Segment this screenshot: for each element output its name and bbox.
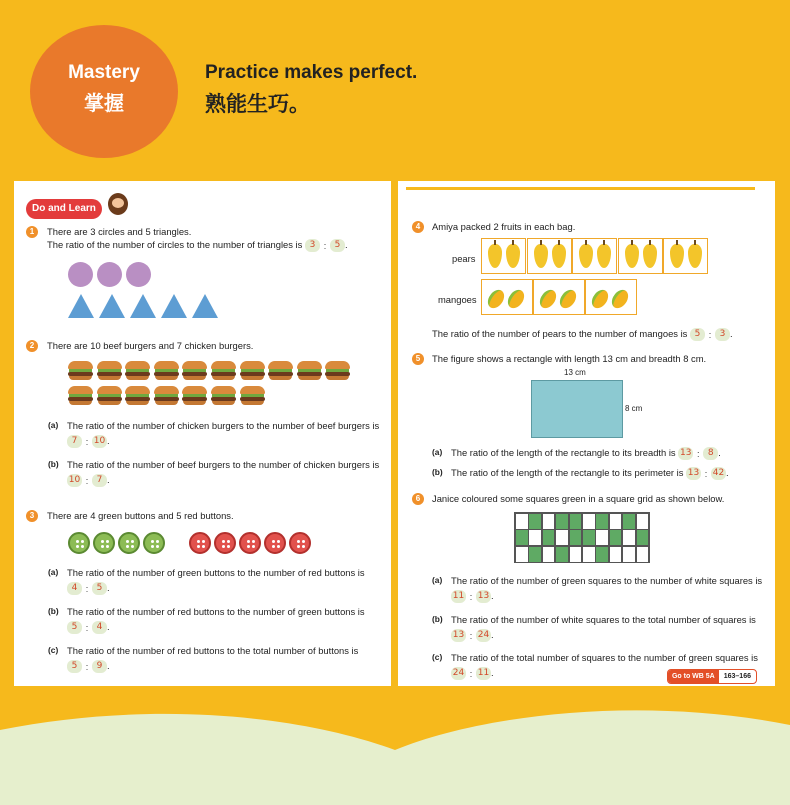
burger-icon [211, 361, 236, 380]
pear-icon [688, 244, 702, 268]
burger-icon [154, 386, 179, 405]
rectangle-figure [531, 380, 623, 438]
q1-line2-text: The ratio of the number of circles to the number of triangles is [47, 239, 303, 250]
sub-label: (b) [432, 614, 443, 624]
top-divider [406, 187, 755, 190]
circle-shape [126, 262, 151, 287]
mango-icon [557, 287, 580, 311]
pear-icon [506, 244, 520, 268]
q1-line1: There are 3 circles and 5 triangles. [47, 226, 192, 237]
q3b-text: The ratio of the number of red buttons to the number of green buttons is [67, 606, 365, 617]
burger-icon [325, 361, 350, 380]
white-square [595, 529, 609, 546]
green-square [569, 513, 583, 530]
answer-box: 9 [92, 660, 107, 673]
triangle-shape [68, 294, 94, 318]
question-number: 3 [26, 510, 38, 522]
answer-box: 8 [703, 447, 718, 460]
mango-icon [505, 287, 528, 311]
green-square [555, 546, 569, 563]
pear-bag [572, 238, 617, 274]
answer-box: 4 [92, 621, 107, 634]
triangle-shape [99, 294, 125, 318]
do-and-learn-banner: Do and Learn [26, 199, 102, 219]
sub-label: (a) [432, 447, 443, 457]
mango-icon [485, 287, 508, 311]
red-button-icon [214, 532, 236, 554]
green-button-icon [93, 532, 115, 554]
answer-box: 24 [477, 630, 490, 641]
burger-icon [240, 386, 265, 405]
q2-text: There are 10 beef burgers and 7 chicken burgers. [47, 340, 254, 351]
green-square [595, 546, 609, 563]
green-square [555, 513, 569, 530]
green-button-icon [143, 532, 165, 554]
breadth-label: 8 cm [625, 404, 643, 413]
red-button-icon [264, 532, 286, 554]
answer-box: 3 [305, 239, 320, 252]
white-square [582, 546, 596, 563]
green-square [609, 529, 623, 546]
white-square [636, 546, 650, 563]
q6c-answer: 24 : 11 . [452, 667, 494, 679]
answer-box: 7 [92, 474, 107, 487]
red-button-icon [239, 532, 261, 554]
green-square [622, 513, 636, 530]
white-square [555, 529, 569, 546]
sub-label: (c) [48, 645, 59, 655]
q5b-text: The ratio of the length of the rectangle to its perimeter is [451, 467, 684, 478]
answer-box: 5 [690, 328, 705, 341]
q2a-answer: 7 : 10 . [67, 435, 110, 448]
pear-icon [534, 244, 548, 268]
q2a-text: The ratio of the number of chicken burgers to the number of beef burgers is [67, 420, 380, 431]
left-page [14, 181, 391, 686]
right-page [398, 181, 775, 686]
q1-line2: The ratio of the number of circles to the number of triangles is 3 : 5 . [47, 239, 348, 251]
answer-box: 5 [67, 660, 82, 673]
burger-icon [182, 361, 207, 380]
mango-bag [585, 279, 637, 315]
burger-icon [211, 386, 236, 405]
q5a-line: The ratio of the length of the rectangle to its breadth is 13 : 8 . [451, 447, 721, 459]
answer-box: 10 [68, 475, 81, 486]
answer-box: 4 [67, 582, 82, 595]
green-square [528, 513, 542, 530]
burger-icon [240, 361, 265, 380]
circle-shape [97, 262, 122, 287]
mango-icon [537, 287, 560, 311]
green-square [569, 529, 583, 546]
pear-icon [552, 244, 566, 268]
white-square [609, 546, 623, 563]
burger-icon [97, 386, 122, 405]
burger-icon [154, 361, 179, 380]
q6-text: Janice coloured some squares green in a square grid as shown below. [432, 493, 725, 504]
go-to-workbook-link[interactable] [667, 669, 757, 684]
sub-label: (a) [432, 575, 443, 585]
white-square [528, 529, 542, 546]
answer-box: 42 [712, 468, 725, 479]
burger-icon [97, 361, 122, 380]
answer-box: 13 [687, 468, 700, 479]
triangle-shape [130, 294, 156, 318]
white-square [582, 513, 596, 530]
pear-icon [670, 244, 684, 268]
badge-title-en: Mastery [68, 62, 140, 83]
burger-icon [125, 386, 150, 405]
sub-label: (c) [432, 652, 443, 662]
burger-icon [125, 361, 150, 380]
green-button-icon [68, 532, 90, 554]
bottom-wave [0, 690, 790, 805]
circle-shape [68, 262, 93, 287]
answer-box: 5 [92, 582, 107, 595]
pear-bag [527, 238, 572, 274]
white-square [622, 529, 636, 546]
white-square [636, 513, 650, 530]
burger-icon [68, 386, 93, 405]
q3a-answer: 4 : 5 . [67, 582, 110, 595]
mastery-badge [30, 25, 178, 158]
badge-title-zh: 掌握 [84, 93, 124, 115]
q4-text: Amiya packed 2 fruits in each bag. [432, 221, 576, 232]
green-square [528, 546, 542, 563]
length-label: 13 cm [564, 368, 586, 377]
pear-bag [481, 238, 526, 274]
pear-icon [579, 244, 593, 268]
q5b-line: The ratio of the length of the rectangle to its perimeter is 13 : 42 . [451, 467, 729, 479]
mango-icon [609, 287, 632, 311]
sub-label: (a) [48, 420, 59, 430]
white-square [542, 546, 556, 563]
burger-icon [268, 361, 293, 380]
q3c-answer: 5 : 9 . [67, 660, 110, 673]
goto-pages: 163–166 [723, 673, 751, 680]
answer-box: 24 [452, 668, 465, 679]
green-square [542, 529, 556, 546]
burger-icon [297, 361, 322, 380]
q2b-text: The ratio of the number of beef burgers to the number of chicken burgers is [67, 459, 380, 470]
green-square [515, 529, 529, 546]
green-square [595, 513, 609, 530]
white-square [609, 513, 623, 530]
white-square [515, 513, 529, 530]
answer-box: 7 [67, 435, 82, 448]
q4-ratio: The ratio of the number of pears to the number of mangoes is 5 : 3 . [432, 328, 733, 340]
sub-label: (a) [48, 567, 59, 577]
goto-label: Go to WB 5A [668, 670, 719, 683]
q5a-text: The ratio of the length of the rectangle to its breadth is [451, 447, 676, 458]
red-button-icon [189, 532, 211, 554]
answer-box: 10 [93, 436, 106, 447]
answer-box: 5 [330, 239, 345, 252]
q3a-text: The ratio of the number of green buttons to the number of red buttons is [67, 567, 365, 578]
tagline [205, 62, 417, 118]
sub-label: (b) [48, 606, 59, 616]
q2b-answer: 10 : 7 . [68, 474, 110, 486]
pears-label: pears [452, 253, 476, 264]
answer-box: 13 [680, 448, 692, 459]
pear-icon [488, 244, 502, 268]
mango-icon [589, 287, 612, 311]
answer-box: 3 [715, 328, 730, 341]
pear-icon [643, 244, 657, 268]
q6a-text: The ratio of the number of green squares to the number of white squares is [451, 575, 763, 586]
white-square [542, 513, 556, 530]
question-number: 6 [412, 493, 424, 505]
pear-icon [625, 244, 639, 268]
question-number: 2 [26, 340, 38, 352]
triangle-shape [192, 294, 218, 318]
q3b-answer: 5 : 4 . [67, 621, 110, 634]
green-square [582, 529, 596, 546]
q5-text: The figure shows a rectangle with length 13 cm and breadth 8 cm. [432, 353, 707, 364]
burger-icon [182, 386, 207, 405]
q6b-answer: 13 : 24 . [452, 629, 494, 641]
triangle-shape [161, 294, 187, 318]
pear-bag [663, 238, 708, 274]
mango-bag [481, 279, 533, 315]
white-square [569, 546, 583, 563]
sub-label: (b) [48, 459, 59, 469]
q6b-text: The ratio of the number of white squares to the total number of squares is [451, 614, 756, 625]
tagline-zh: 熟能生巧。 [205, 93, 310, 116]
green-button-icon [118, 532, 140, 554]
white-square [622, 546, 636, 563]
tagline-en: Practice makes perfect. [205, 62, 418, 83]
mascot-icon [108, 193, 128, 215]
q3-text: There are 4 green buttons and 5 red buttons. [47, 510, 234, 521]
answer-box: 5 [67, 621, 82, 634]
answer-box: 11 [477, 668, 490, 679]
question-number: 5 [412, 353, 424, 365]
mangoes-label: mangoes [438, 294, 477, 305]
square-grid [514, 512, 650, 563]
q4-ratio-text: The ratio of the number of pears to the number of mangoes is [432, 328, 688, 339]
q6a-answer: 11 : 13 . [452, 590, 494, 602]
question-number: 1 [26, 226, 38, 238]
q6c-text: The ratio of the total number of squares to the number of green squares is [451, 652, 758, 663]
burger-icon [68, 361, 93, 380]
q3c-text: The ratio of the number of red buttons to the total number of buttons is [67, 645, 359, 656]
white-square [515, 546, 529, 563]
sub-label: (b) [432, 467, 443, 477]
mango-bag [533, 279, 585, 315]
red-button-icon [289, 532, 311, 554]
question-number: 4 [412, 221, 424, 233]
green-square [636, 529, 650, 546]
answer-box: 11 [452, 591, 465, 602]
answer-box: 13 [477, 591, 490, 602]
pear-icon [597, 244, 611, 268]
pear-bag [618, 238, 663, 274]
answer-box: 13 [452, 630, 465, 641]
